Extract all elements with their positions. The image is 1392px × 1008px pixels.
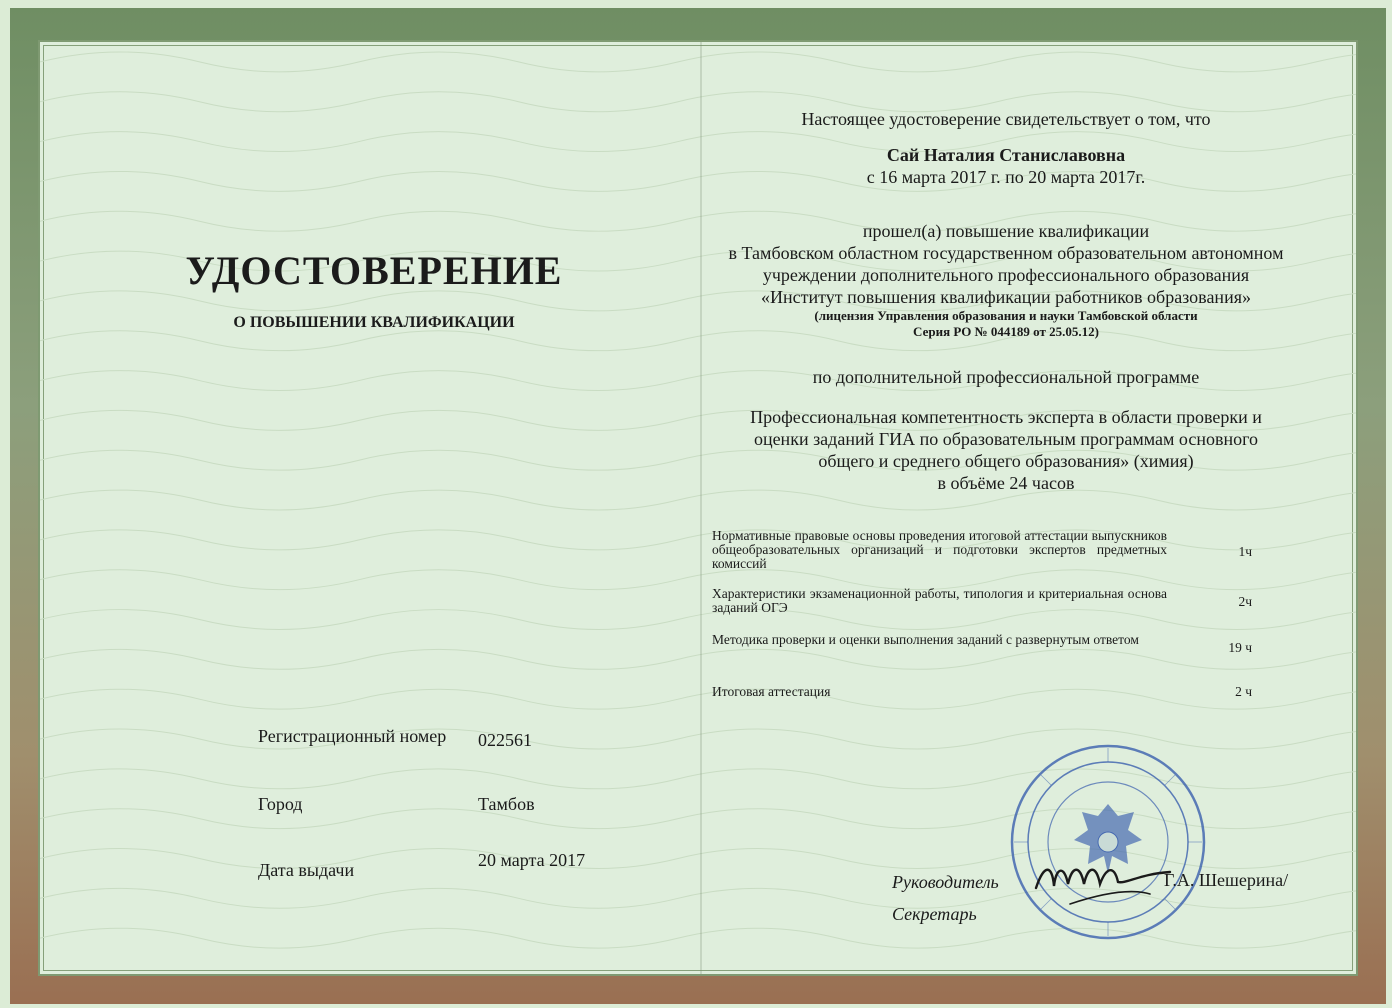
certificate-subtitle: О ПОВЫШЕНИИ КВАЛИФИКАЦИИ (233, 314, 515, 331)
institution-line: в Тамбовском областном государственном образовательном автономном (728, 243, 1284, 263)
course-hours: 2 ч (1235, 684, 1252, 699)
program-hours: в объёме 24 часов (937, 473, 1075, 493)
issue-date-value: 20 марта 2017 (478, 850, 586, 870)
program-line: оценки заданий ГИА по образовательным программам основного (753, 429, 1259, 449)
person-name: Сай Наталия Станиславовна (886, 145, 1126, 165)
issue-date-label: Дата выдачи (258, 860, 355, 880)
program-line: общего и среднего общего образования» (химия) (818, 451, 1194, 471)
course-name: Итоговая аттестация (712, 684, 831, 699)
course-hours: 2ч (1238, 594, 1252, 609)
secretary-label: Секретарь (892, 904, 977, 924)
course-name: Характеристики экзаменационной работы, типология и критериальная основа заданий ОГЭ (712, 586, 1167, 615)
registration-label: Регистрационный номер (258, 726, 447, 746)
registration-number: 022561 (478, 730, 532, 750)
program-intro: по дополнительной профессиональной программе (812, 367, 1200, 387)
program-line: Профессиональная компетентность эксперта в области проверки и (750, 407, 1262, 427)
course-name: Методика проверки и оценки выполнения заданий с развернутым ответом (712, 632, 1139, 647)
course-name: Нормативные правовые основы проведения итоговой аттестации выпускников общеобразовательных организаций и подготовки экспертов предметных комиссий (712, 528, 1167, 571)
city-value: Тамбов (478, 794, 535, 814)
city-label: Город (258, 794, 303, 814)
institution-line: «Институт повышения квалификации работников образования» (761, 287, 1251, 307)
training-period: с 16 марта 2017 г. по 20 марта 2017г. (866, 167, 1146, 187)
certificate-title: УДОСТОВЕРЕНИЕ (185, 248, 563, 293)
license-line: (лицензия Управления образования и науки Тамбовской области (814, 308, 1198, 323)
institution-line: учреждении дополнительного профессионального образования (762, 265, 1250, 285)
completed-text: прошел(а) повышение квалификации (862, 221, 1150, 241)
course-hours: 1ч (1238, 544, 1252, 559)
license-line: Серия РО № 044189 от 25.05.12) (913, 324, 1099, 339)
intro-text: Настоящее удостоверение свидетельствует о том, что (801, 109, 1211, 129)
head-name: Г.А. Шешерина/ (1164, 870, 1289, 890)
head-label: Руководитель (892, 872, 999, 892)
signature (1030, 854, 1180, 914)
certificate-paper (38, 40, 1358, 976)
course-hours: 19 ч (1228, 640, 1252, 655)
